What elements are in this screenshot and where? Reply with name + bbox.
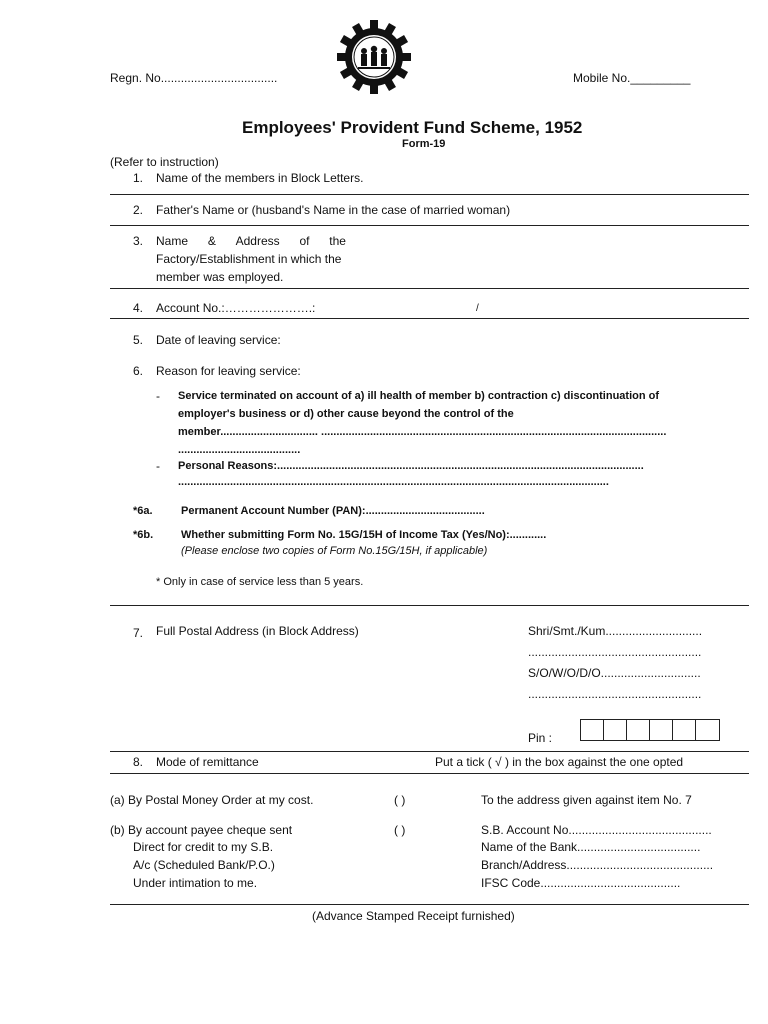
pin-code-boxes[interactable] bbox=[580, 719, 720, 741]
reason-service-terminated-2: employer's business or d) other cause beyond the control of the bbox=[178, 408, 514, 420]
option-b-line-2: Direct for credit to my S.B. bbox=[133, 840, 274, 854]
mobile-no-field[interactable]: Mobile No._________ bbox=[573, 71, 691, 85]
option-b-line-4: Under intimation to me. bbox=[133, 876, 258, 890]
divider bbox=[110, 225, 749, 226]
epfo-logo-icon bbox=[337, 20, 411, 94]
divider bbox=[110, 318, 749, 319]
divider bbox=[110, 751, 749, 752]
form-15g-field[interactable]: Whether submitting Form No. 15G/15H of Income Tax (Yes/No):............ bbox=[181, 529, 547, 541]
item-1-number: 1. bbox=[133, 171, 144, 185]
item-1-label: Name of the members in Block Letters. bbox=[156, 171, 364, 185]
pin-digit-box[interactable] bbox=[581, 720, 604, 740]
item-3-line-1 bbox=[156, 234, 346, 248]
address-line-field-2[interactable]: .................................................... bbox=[528, 687, 702, 701]
bullet-dash: - bbox=[156, 389, 160, 403]
option-a-label: (a) By Postal Money Order at my cost. bbox=[110, 793, 314, 807]
pin-digit-box[interactable] bbox=[650, 720, 673, 740]
item-3-number: 3. bbox=[133, 234, 144, 248]
pin-digit-box[interactable] bbox=[627, 720, 650, 740]
item-5-number: 5. bbox=[133, 333, 144, 347]
item-8-label: Mode of remittance bbox=[156, 755, 259, 769]
form-15g-note: (Please enclose two copies of Form No.15G/15H, if applicable) bbox=[181, 545, 488, 557]
option-b-line-3: A/c (Scheduled Bank/P.O.) bbox=[133, 858, 275, 872]
form-number: Form-19 bbox=[402, 138, 446, 150]
pin-digit-box[interactable] bbox=[604, 720, 627, 740]
branch-address-field[interactable]: Branch/Address............................................ bbox=[481, 858, 714, 872]
item-5-label: Date of leaving service: bbox=[156, 333, 281, 347]
item-6-number: 6. bbox=[133, 364, 144, 378]
tick-instruction: Put a tick ( √ ) in the box against the one opted bbox=[435, 755, 684, 769]
pan-field[interactable]: Permanent Account Number (PAN):....................................... bbox=[181, 505, 485, 517]
item-3-word: of bbox=[299, 234, 310, 248]
divider bbox=[110, 605, 749, 606]
pin-digit-box[interactable] bbox=[696, 720, 719, 740]
item-4-number: 4. bbox=[133, 301, 144, 315]
item-6a-number: *6a. bbox=[133, 505, 153, 517]
item-8-number: 8. bbox=[133, 755, 144, 769]
address-relation-field[interactable]: S/O/W/O/D/O.............................. bbox=[528, 666, 701, 680]
item-2-label: Father's Name or (husband's Name in the case of married woman) bbox=[156, 203, 511, 217]
reason-member-field-2[interactable]: ........................................ bbox=[178, 444, 301, 456]
option-a-tick-box[interactable]: ( ) bbox=[394, 793, 406, 807]
account-no-field[interactable]: Account No.:………………….: bbox=[156, 301, 316, 315]
item-2-number: 2. bbox=[133, 203, 144, 217]
regn-no-field[interactable]: Regn. No................................... bbox=[110, 71, 278, 85]
bank-name-field[interactable]: Name of the Bank..................................... bbox=[481, 840, 701, 854]
receipt-note: (Advance Stamped Receipt furnished) bbox=[312, 909, 515, 923]
item-6b-number: *6b. bbox=[133, 529, 154, 541]
item-3-line-3: member was employed. bbox=[156, 270, 284, 284]
item-3-word: & bbox=[207, 234, 216, 248]
divider bbox=[110, 288, 749, 289]
option-b-tick-box[interactable]: ( ) bbox=[394, 823, 406, 837]
pin-label: Pin : bbox=[528, 731, 553, 745]
item-3-word: the bbox=[329, 234, 346, 248]
reason-member-field[interactable]: member................................ ................................................................................................................. bbox=[178, 426, 667, 438]
reason-service-terminated: Service terminated on account of a) ill health of member b) contraction c) discontinuation of bbox=[178, 390, 660, 402]
address-line-field[interactable]: .................................................... bbox=[528, 645, 702, 659]
option-b-label: (b) By account payee cheque sent bbox=[110, 823, 293, 837]
account-no-slash: / bbox=[476, 303, 479, 314]
item-7-number: 7. bbox=[133, 626, 144, 640]
item-3-word: Name bbox=[156, 234, 189, 248]
personal-reasons-field[interactable]: Personal Reasons:........................................................................................................................ bbox=[178, 460, 644, 472]
pin-digit-box[interactable] bbox=[673, 720, 696, 740]
divider bbox=[110, 773, 749, 774]
footnote: * Only in case of service less than 5 years. bbox=[156, 576, 364, 588]
refer-instruction: (Refer to instruction) bbox=[110, 155, 219, 169]
personal-reasons-field-2[interactable]: ............................................................................................................................................. bbox=[178, 476, 609, 488]
ifsc-code-field[interactable]: IFSC Code.......................................... bbox=[481, 876, 681, 890]
sb-account-field[interactable]: S.B. Account No........................................... bbox=[481, 823, 712, 837]
bullet-dash: - bbox=[156, 459, 160, 473]
option-a-address: To the address given against item No. 7 bbox=[481, 793, 692, 807]
divider bbox=[110, 904, 749, 905]
divider bbox=[110, 194, 749, 195]
item-7-label: Full Postal Address (in Block Address) bbox=[156, 624, 359, 638]
item-6-label: Reason for leaving service: bbox=[156, 364, 301, 378]
item-3-line-2: Factory/Establishment in which the bbox=[156, 252, 342, 266]
form-title: Employees' Provident Fund Scheme, 1952 bbox=[242, 118, 583, 137]
address-name-field[interactable]: Shri/Smt./Kum............................. bbox=[528, 624, 703, 638]
item-3-word: Address bbox=[235, 234, 280, 248]
